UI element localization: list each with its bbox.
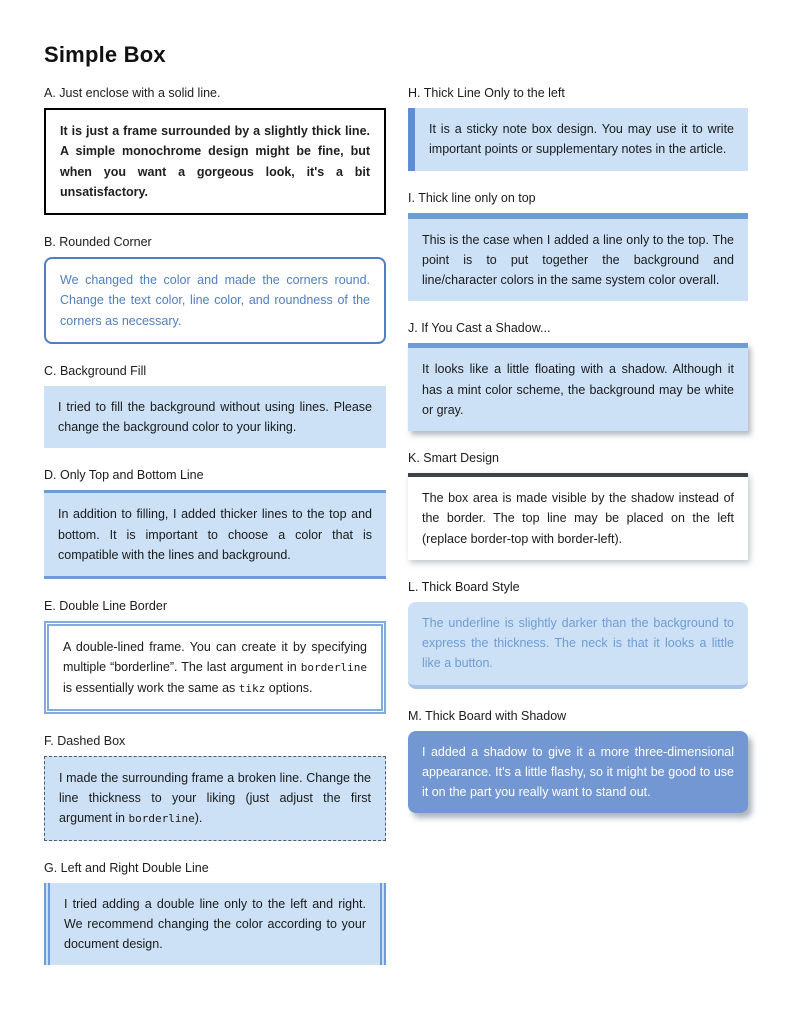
example-e	[44, 599, 386, 714]
text-segment: I made the surrounding frame a broken line. Change the line thickness to your liking (just adjust the first argument in	[59, 770, 371, 826]
thick-board-box	[408, 602, 748, 689]
dashed-box-text	[59, 768, 371, 829]
example-d	[44, 468, 386, 579]
right-column	[408, 86, 748, 833]
smart-design-box-text	[422, 488, 734, 549]
text-segment: It is a sticky note box design. You may use it to write important points or supplementary notes in the article.	[429, 122, 734, 157]
thick-board-shadow-box	[408, 731, 748, 814]
top-bottom-line-box	[44, 490, 386, 579]
thick-board-box-text	[422, 613, 734, 674]
solid-line-box-text	[60, 121, 370, 202]
thick-top-line-box-text	[422, 230, 734, 291]
shadow-box-text	[422, 359, 734, 420]
borderline-code-token: borderline	[300, 661, 367, 675]
text-segment: is essentially work the same as	[63, 680, 239, 695]
text-segment: options.	[265, 680, 313, 695]
example-b-label: B. Rounded Corner	[44, 235, 152, 249]
example-a	[44, 86, 386, 215]
left-right-double-line-box	[44, 883, 386, 966]
shadow-box	[408, 343, 748, 431]
example-k	[408, 451, 748, 560]
example-f-label: F. Dashed Box	[44, 733, 126, 748]
text-segment: It looks like a little floating with a shadow. Although it has a mint color scheme, the background may be white or gray.	[422, 362, 734, 417]
double-line-border-box-text	[63, 637, 367, 698]
text-segment: This is the case when I added a line only to the top. The point is to put together the background and line/character colors in the same system color overall.	[422, 232, 734, 287]
example-h-label: H. Thick Line Only to the left	[408, 86, 565, 100]
thick-left-line-box	[408, 108, 748, 171]
text-segment: A double-lined frame. You can create it by specifying multiple “borderline”. The last argument in	[63, 640, 367, 675]
double-line-border-box	[44, 621, 386, 714]
text-segment: In addition to filling, I added thicker lines to the top and bottom. It is important to choose a color that is compatible with the lines and background.	[58, 507, 372, 562]
text-segment: The underline is slightly darker than the background to express the thickness. The neck is that it looks a little like a button.	[422, 615, 734, 671]
example-a-label: A. Just enclose with a solid line.	[44, 86, 221, 100]
example-e-label: E. Double Line Border	[44, 599, 167, 613]
example-f	[44, 734, 386, 841]
example-g	[44, 861, 386, 966]
text-segment: The box area is made visible by the shadow instead of the border. The top line may be placed on the left (replace border-top with border-left).	[422, 491, 734, 546]
example-c-label: C. Background Fill	[44, 363, 147, 378]
thick-board-shadow-box-text	[422, 742, 734, 803]
example-h	[408, 86, 748, 171]
smart-design-box	[408, 473, 748, 560]
background-fill-box-text	[58, 397, 372, 438]
solid-line-box	[44, 108, 386, 215]
thick-top-line-box	[408, 213, 748, 302]
text-segment: I tried adding a double line only to the left and right. We recommend changing the color according to your document design.	[64, 896, 366, 951]
example-l	[408, 580, 748, 689]
left-column	[44, 86, 386, 985]
example-i-label: I. Thick line only on top	[408, 190, 536, 205]
example-j	[408, 321, 748, 431]
background-fill-box	[44, 386, 386, 449]
thick-left-line-box-text	[429, 119, 734, 160]
example-c	[44, 364, 386, 449]
text-segment: It is just a frame surrounded by a slightly thick line. A simple monochrome design might be fine, but when you want a gorgeous look, it's a bit unsatisfactory.	[60, 124, 370, 199]
text-segment: I tried to fill the background without using lines. Please change the background color to your liking.	[58, 399, 372, 434]
dashed-box	[44, 756, 386, 841]
text-segment: ).	[194, 811, 203, 826]
example-d-label: D. Only Top and Bottom Line	[44, 468, 204, 483]
example-g-label: G. Left and Right Double Line	[44, 860, 209, 875]
example-k-label: K. Smart Design	[408, 451, 500, 465]
example-i	[408, 191, 748, 302]
page-title: Simple Box	[44, 42, 166, 67]
rounded-corner-box-text	[60, 270, 370, 331]
left-right-double-line-box-text	[64, 894, 366, 955]
borderline-code-token: borderline	[128, 812, 195, 826]
example-b	[44, 235, 386, 344]
rounded-corner-box	[44, 257, 386, 344]
example-m-label: M. Thick Board with Shadow	[408, 708, 567, 723]
example-l-label: L. Thick Board Style	[408, 579, 520, 594]
example-m	[408, 709, 748, 814]
example-j-label: J. If You Cast a Shadow...	[408, 321, 551, 336]
top-bottom-line-box-text	[58, 504, 372, 565]
tikz-code-token: tikz	[238, 681, 266, 695]
text-segment: We changed the color and made the corners round. Change the text color, line color, and roundness of the corners as necessary.	[60, 273, 370, 328]
text-segment: I added a shadow to give it a more three-dimensional appearance. It's a little flashy, so it might be good to use it on the part you really want to stand out.	[422, 744, 734, 799]
